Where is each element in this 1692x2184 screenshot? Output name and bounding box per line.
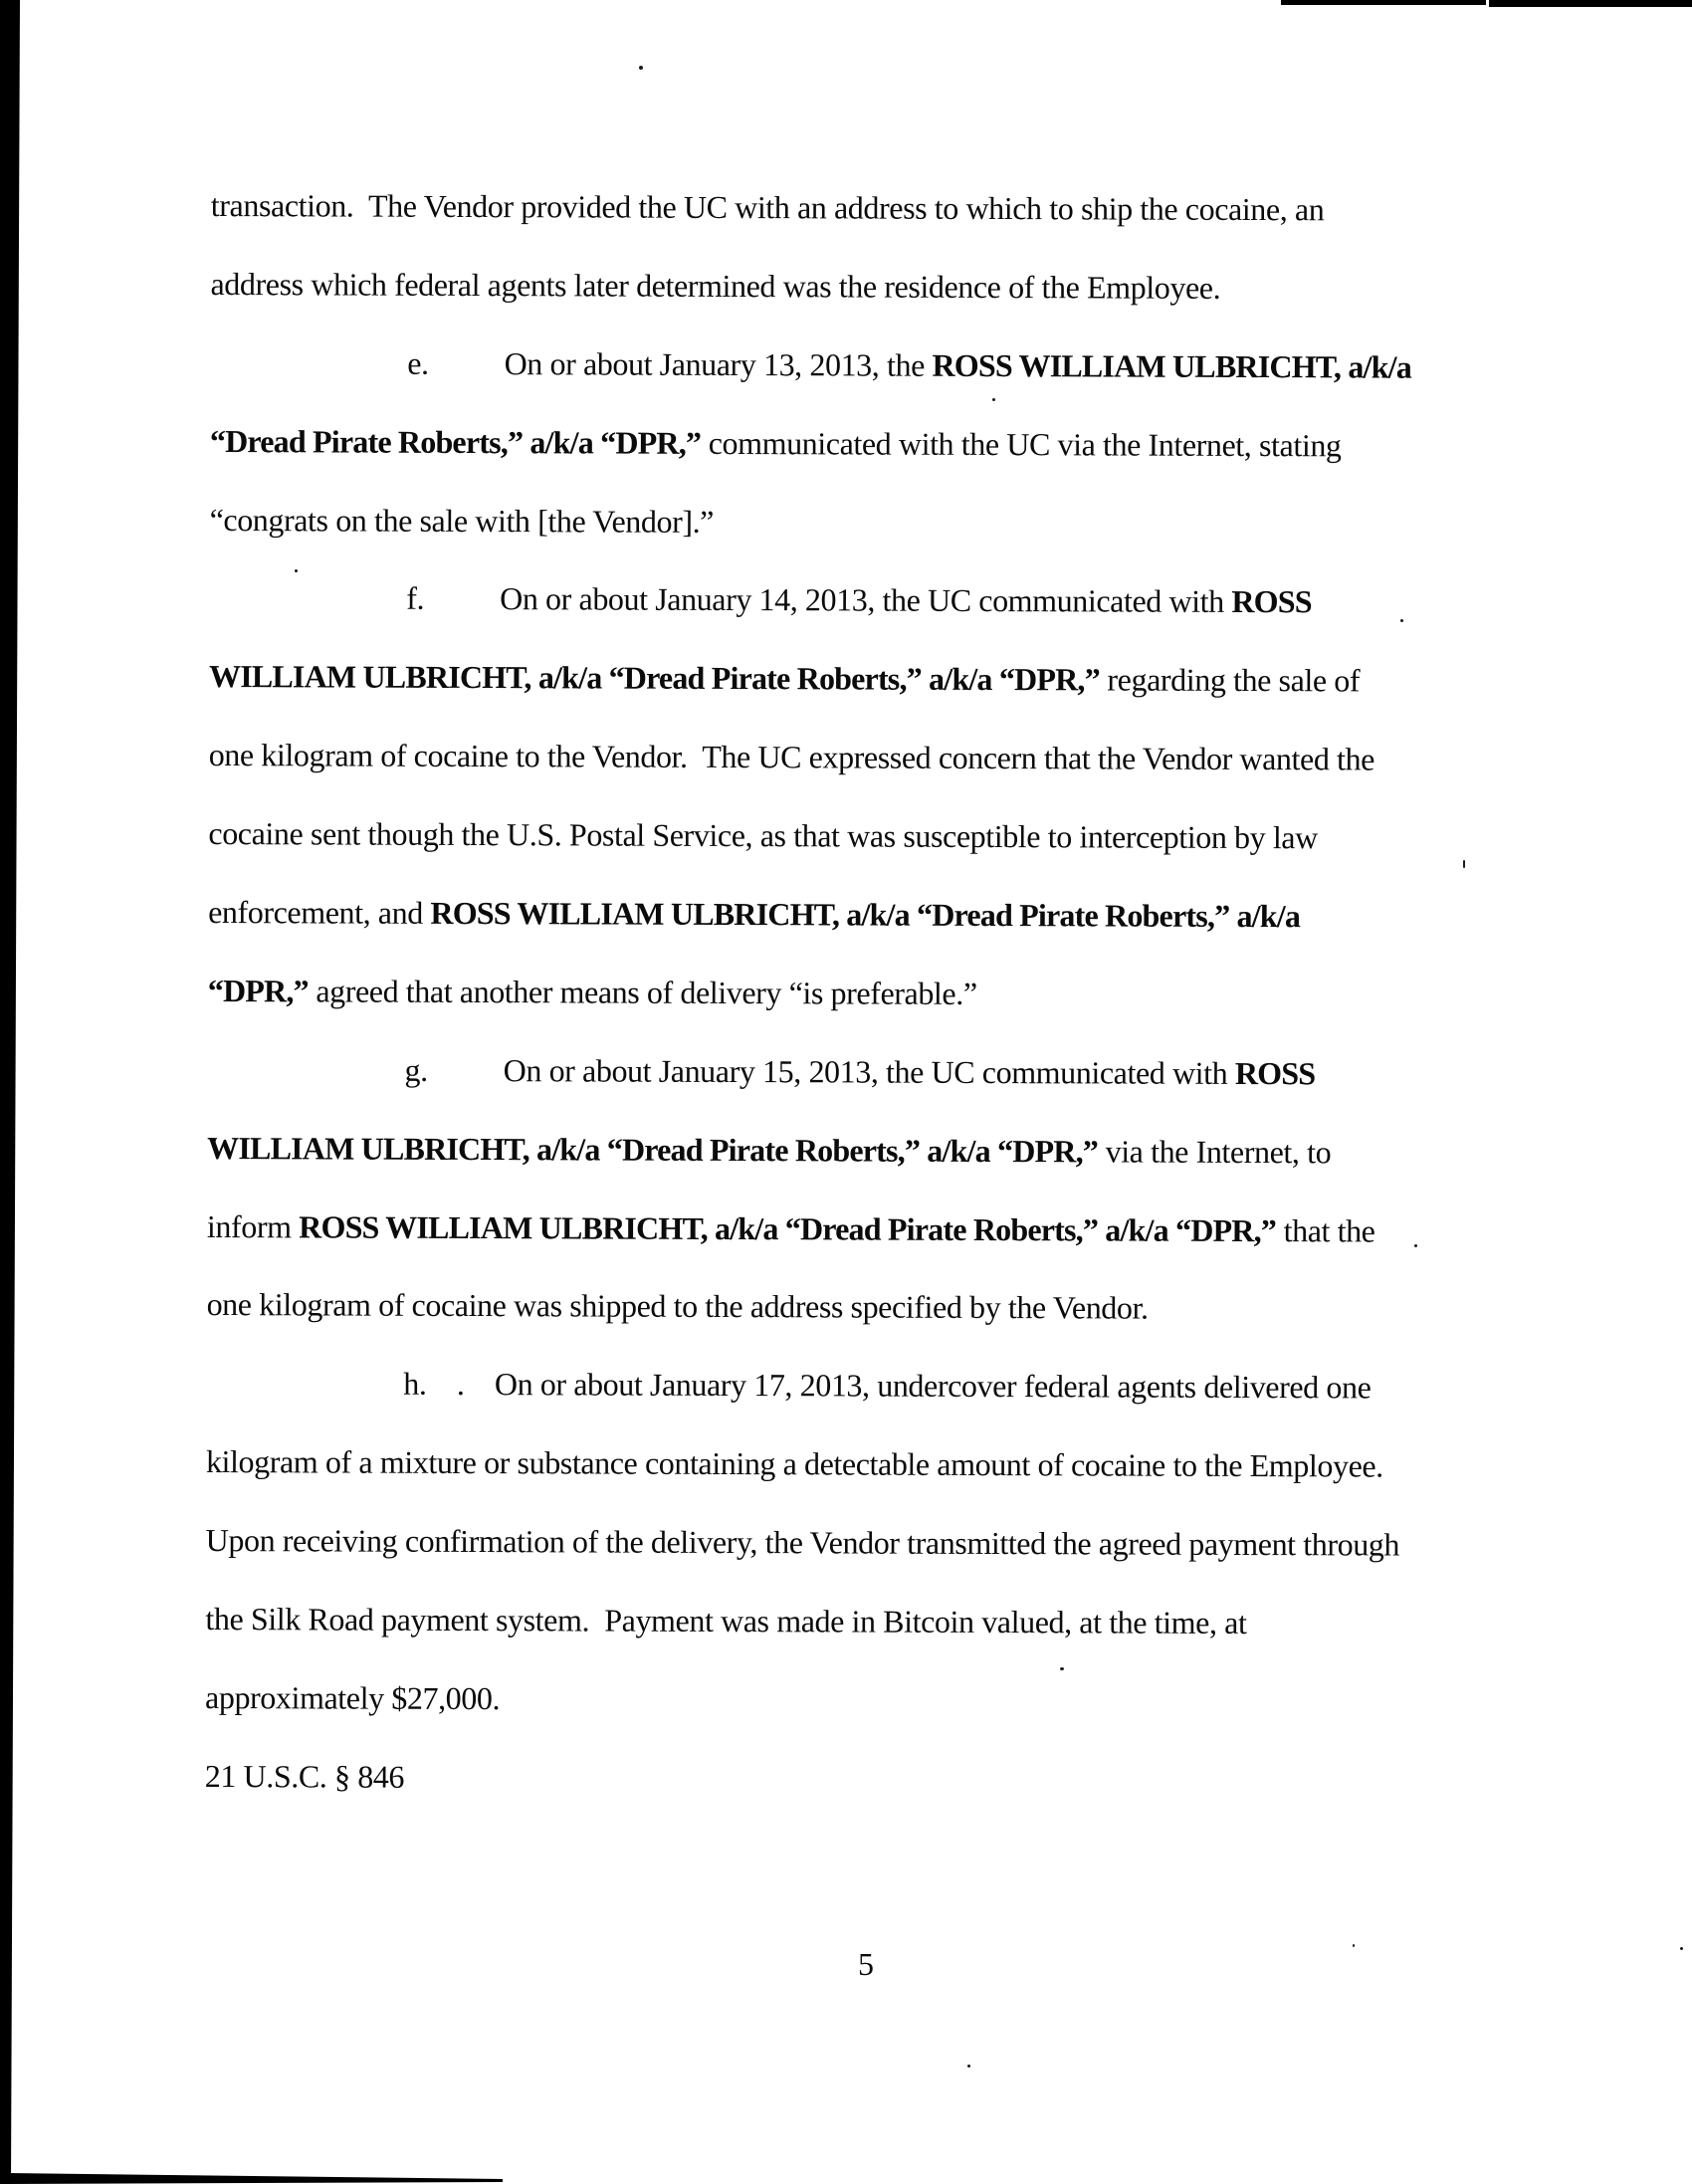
document-line: [205, 1658, 1519, 1742]
document-line: [210, 402, 1524, 486]
document-line: [206, 1344, 1520, 1427]
text-segment: via the Internet, to: [1097, 1133, 1332, 1171]
document-line: [206, 1501, 1520, 1585]
document-line: [205, 1737, 1519, 1821]
text-segment: transaction. The Vendor provided the UC with an address to which to ship the cocaine, an: [210, 186, 1325, 228]
bold-text-segment: “DPR,”: [207, 972, 309, 1009]
document-line: [209, 481, 1523, 564]
document-line: [207, 1109, 1521, 1193]
document-body: [205, 166, 1525, 1821]
document-line: [206, 1422, 1520, 1506]
page-number: 5: [858, 1946, 874, 1982]
bold-text-segment: ROSS WILLIAM ULBRICHT, a/k/a: [932, 346, 1412, 385]
text-segment: address which federal agents later determined was the residence of the Employee.: [210, 265, 1221, 306]
text-segment: e. On or about January 13, 2013, the: [407, 344, 933, 383]
scan-artifact-bottom-edge: [8, 2173, 503, 2184]
bold-text-segment: ROSS: [1234, 1054, 1316, 1092]
bold-text-segment: WILLIAM ULBRICHT, a/k/a “Dread Pirate Roberts,” a/k/a “DPR,”: [208, 658, 1100, 698]
document-line: [207, 1188, 1521, 1271]
document-line: [206, 1265, 1520, 1349]
text-segment: agreed that another means of delivery “is preferable.”: [308, 973, 977, 1011]
text-segment: “congrats on the sale with [the Vendor].”: [209, 501, 715, 540]
text-segment: inform: [206, 1207, 300, 1244]
scan-artifact-left-edge: [0, 0, 20, 2184]
text-segment: h. . On or about January 17, 2013, undercover federal agents delivered one: [403, 1366, 1372, 1406]
document-line: [209, 558, 1523, 642]
document-line: [211, 166, 1525, 250]
text-segment: regarding the sale of: [1099, 661, 1361, 699]
document-line: [207, 1030, 1521, 1114]
document-line: [210, 324, 1524, 407]
text-segment: Upon receiving confirmation of the delivery, the Vendor transmitted the agreed payment through: [205, 1522, 1400, 1563]
text-segment: 21 U.S.C. § 846: [204, 1757, 405, 1795]
scan-artifact-top-edge: [1281, 0, 1486, 5]
text-segment: enforcement, and: [208, 894, 431, 931]
text-segment: g. On or about January 15, 2013, the UC communicated with: [404, 1051, 1235, 1091]
document-line: [208, 873, 1522, 957]
bold-text-segment: “Dread Pirate Roberts,” a/k/a “DPR,”: [209, 422, 702, 461]
text-segment: one kilogram of cocaine was shipped to the address specified by the Vendor.: [206, 1286, 1149, 1327]
document-line: [210, 245, 1524, 328]
text-segment: one kilogram of cocaine to the Vendor. The UC expressed concern that the Vendor wanted the: [208, 737, 1375, 777]
text-segment: the Silk Road payment system. Payment was made in Bitcoin valued, at the time, at: [205, 1601, 1247, 1641]
document-line: [208, 794, 1522, 878]
text-segment: approximately $27,000.: [205, 1678, 501, 1717]
text-segment: communicated with the UC via the Internet, stating: [701, 424, 1342, 464]
text-segment: that the: [1275, 1211, 1375, 1249]
bold-text-segment: ROSS: [1231, 583, 1312, 620]
bold-text-segment: ROSS WILLIAM ULBRICHT, a/k/a “Dread Pirate Roberts,” a/k/a “DPR,”: [299, 1207, 1277, 1248]
document-line: [208, 952, 1522, 1035]
document-line: [209, 637, 1523, 721]
text-segment: f. On or about January 14, 2013, the UC communicated with: [406, 580, 1232, 620]
bold-text-segment: ROSS WILLIAM ULBRICHT, a/k/a “Dread Pirate Roberts,” a/k/a: [430, 894, 1301, 935]
text-segment: cocaine sent though the U.S. Postal Service, as that was susceptible to interception by law: [208, 815, 1318, 856]
document-line: [209, 716, 1523, 799]
scan-speck: [639, 66, 643, 70]
bold-text-segment: WILLIAM ULBRICHT, a/k/a “Dread Pirate Roberts,” a/k/a “DPR,”: [207, 1129, 1099, 1170]
scan-speck: [967, 2065, 970, 2068]
text-segment: kilogram of a mixture or substance containing a detectable amount of cocaine to the Employee.: [205, 1443, 1383, 1484]
document-line: [205, 1580, 1519, 1663]
scan-artifact-top-edge: [1489, 0, 1692, 7]
